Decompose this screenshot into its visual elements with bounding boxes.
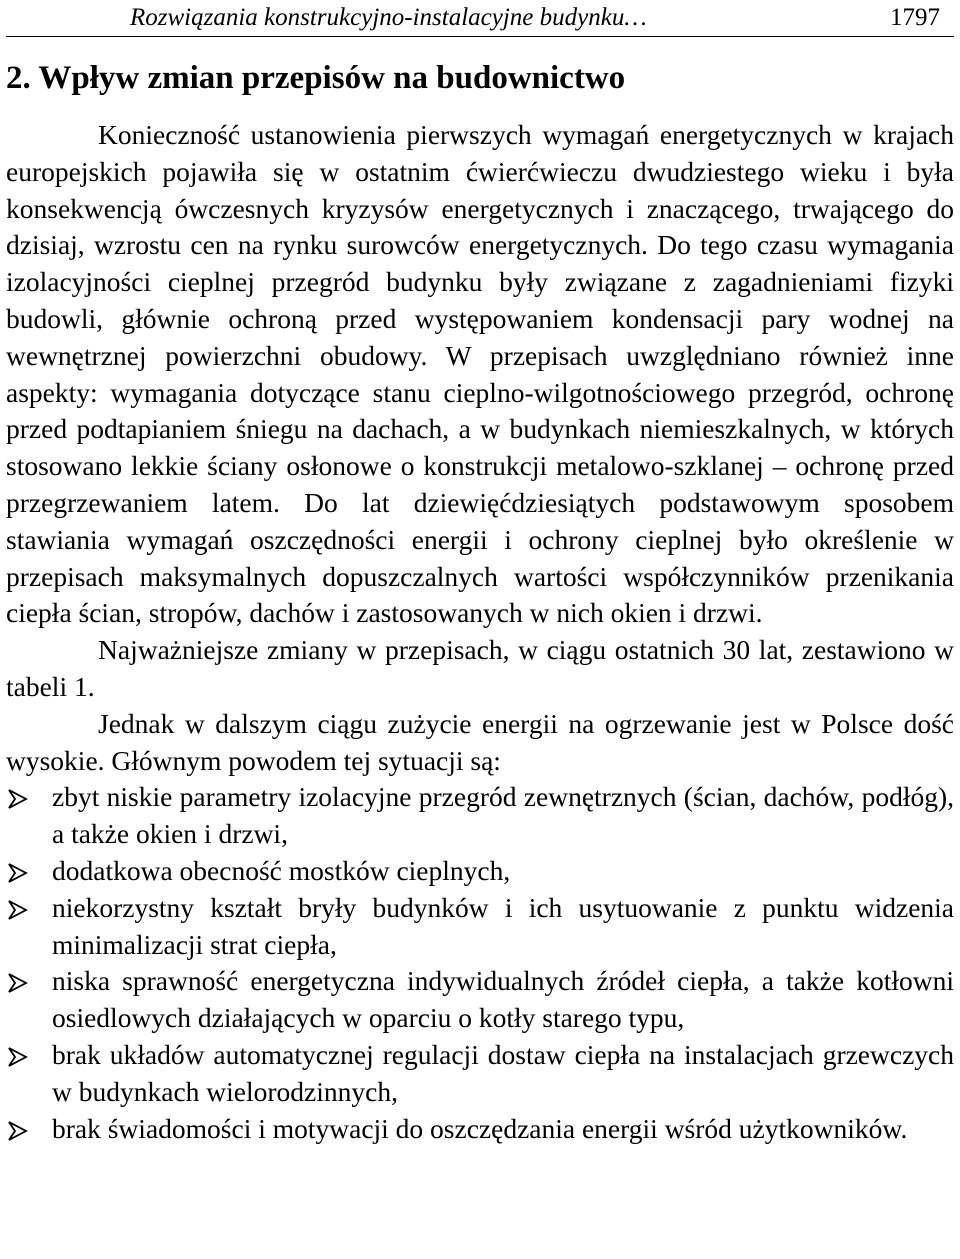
paragraph-reasons-lead: Jednak w dalszym ciągu zużycie energii na ogrzewanie jest w Polsce dość wysokie. Głównym powodem tej sytuacji są:: [6, 707, 954, 776]
list-item: [6, 1111, 954, 1148]
list-item-text: niekorzystny kształt bryły budynków i ich usytuowanie z punktu widzenia minimalizacji strat ciepła,: [52, 891, 954, 960]
section-heading: 2. Wpływ zmian przepisów na budownictwo: [6, 60, 626, 96]
list-item-text: niska sprawność energetyczna indywidualnych źródeł ciepła, a także kotłowni osiedlowych działających w oparciu o kotły starego typu,: [52, 965, 954, 1034]
reasons-list: [6, 779, 954, 1147]
list-item-text: brak układów automatycznej regulacji dostaw ciepła na instalacjach grzewczych w budynkach wielorodzinnych,: [52, 1038, 954, 1107]
list-item: [6, 1037, 954, 1111]
paragraph-intro: Konieczność ustanowienia pierwszych wymagań energetycznych w krajach europejskich pojawiła się w ostatnim ćwierćwieczu dwudziestego wieku i była konsekwencją ówczesnych kryzysów energetycznych i znaczącego, trwającego do dzisiaj, wzrostu cen na rynku surowców energetycznych. Do tego czasu wymagania izolacyjności cieplnej przegród budynku były związane z zagadnieniami fizyki budowli, głównie ochroną przed występowaniem kondensacji pary wodnej na wewnętrznej powierzchni obudowy. W przepisach uwzględniano również inne aspekty: wymagania dotyczące stanu cieplno-wilgotnościowego przegród, ochronę przed podtapianiem śniegu na dachach, a w budynkach niemieszkalnych, w których stosowano lekkie ściany osłonowe o konstrukcji metalowo-szklanej – ochronę przed przegrzewaniem latem. Do lat dziewięćdziesiątych podstawowym sposobem stawiania wymagań oszczędności energii i ochrony cieplnej było określenie w przepisach maksymalnych dopuszczalnych wartości współczynników przenikania ciepła ścian, stropów, dachów i zastosowanych w nich okien i drzwi.: [6, 119, 954, 629]
list-item: [6, 779, 954, 853]
arrowhead-bullet-icon: [6, 1046, 28, 1068]
list-item-text: zbyt niskie parametry izolacyjne przegród zewnętrznych (ścian, dachów, podłóg), a także okien i drzwi,: [52, 781, 954, 850]
list-item-text: brak świadomości i motywacji do oszczędzania energii wśród użytkowników.: [52, 1112, 908, 1144]
arrowhead-bullet-icon: [6, 1120, 28, 1142]
list-item: [6, 853, 954, 890]
list-item: [6, 963, 954, 1037]
arrowhead-bullet-icon: [6, 788, 28, 810]
running-header: [6, 0, 954, 37]
arrowhead-bullet-icon: [6, 899, 28, 921]
arrowhead-bullet-icon: [6, 862, 28, 884]
page-number: 1797: [890, 4, 940, 31]
list-item: [6, 890, 954, 964]
list-item-text: dodatkowa obecność mostków cieplnych,: [52, 854, 511, 886]
paragraph-table-reference: Najważniejsze zmiany w przepisach, w ciągu ostatnich 30 lat, zestawiono w tabeli 1.: [6, 634, 954, 702]
arrowhead-bullet-icon: [6, 972, 28, 994]
running-title: Rozwiązania konstrukcyjno-instalacyjne budynku…: [130, 4, 647, 31]
